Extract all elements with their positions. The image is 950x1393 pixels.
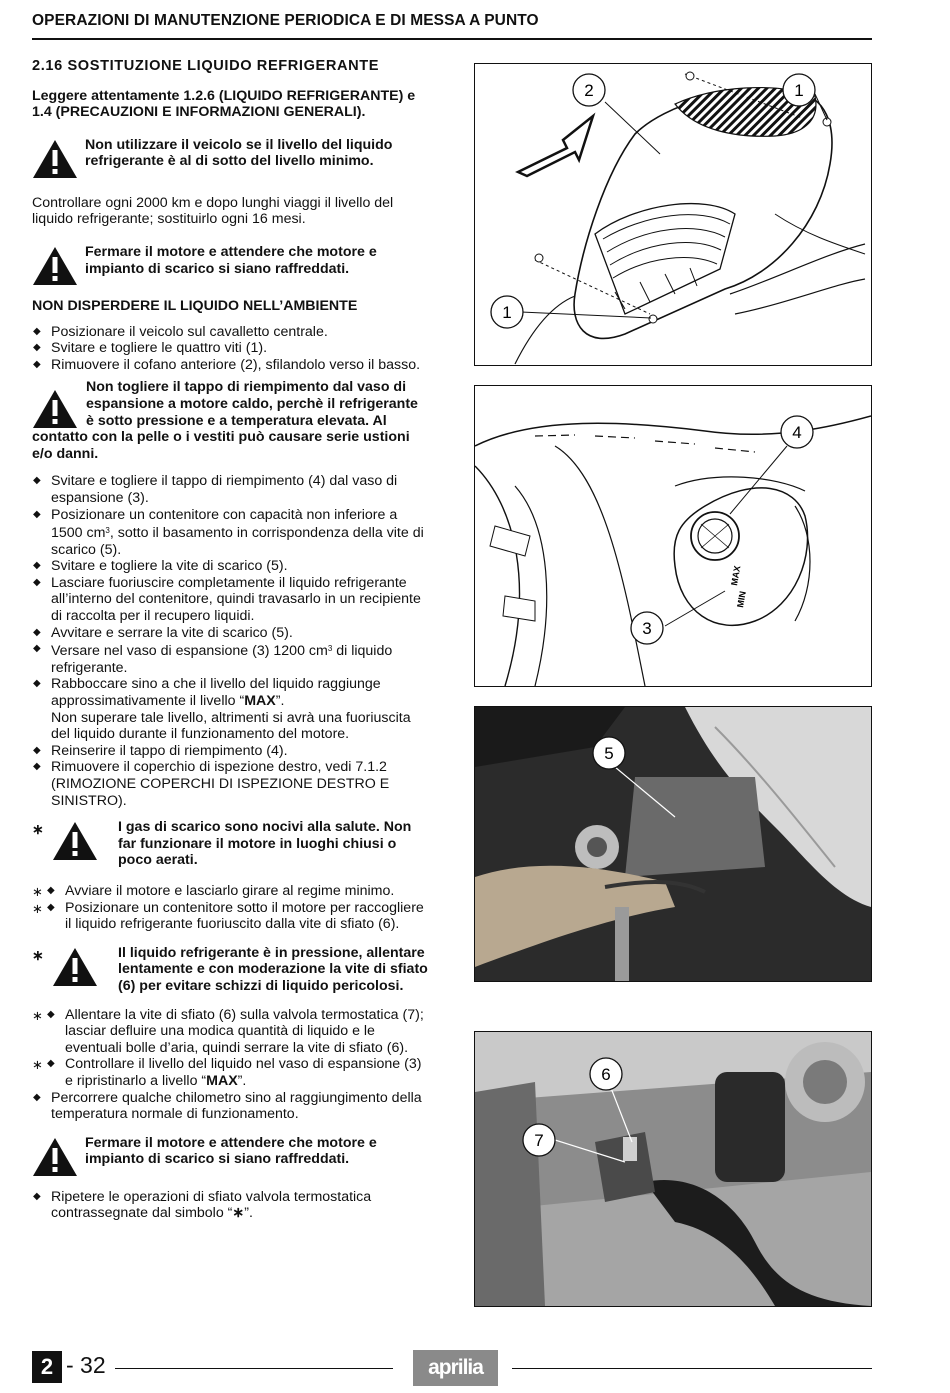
bullet-icon: ◆ [33, 626, 41, 638]
bullet-icon: ◆ [33, 358, 41, 370]
min-mark: MIN [735, 590, 748, 609]
warning-text: Fermare il motore e attendere che motore e impianto di scarico si siano raffreddati. [85, 1134, 377, 1168]
bullet-icon: ◆ [33, 342, 41, 354]
bullet-icon: ◆ [33, 643, 41, 655]
footer-divider [512, 1368, 872, 1369]
intro-paragraph: Leggere attentamente 1.2.6 (LIQUIDO REFRIGERANTE) e 1.4 (PRECAUZIONI E INFORMAZIONI GENERALI). [32, 87, 416, 121]
warning-icon [32, 389, 78, 429]
chapter-number: 2 [32, 1351, 62, 1383]
callout-label: 4 [792, 423, 802, 442]
bullet-icon: ◆ [33, 475, 41, 487]
callout-label: 1 [794, 81, 804, 100]
warning-block-3 [32, 379, 428, 462]
warning-block-1 [32, 137, 428, 181]
list-item: ◆ Avvitare e serrare la vite di scarico (5). [33, 624, 293, 641]
star-marker: ∗ [32, 883, 43, 899]
expansion-tank-drawing [475, 386, 871, 686]
callout-label: 6 [601, 1065, 611, 1084]
bullet-icon: ◆ [47, 1058, 55, 1070]
warning-text: Il liquido refrigerante è in pressione, allentare lentamente e con moderazione la vite di sfiato (6) per evitare schizzi di liquido pericolosi. [118, 944, 428, 994]
list-item: ◆ Reinserire il tappo di riempimento (4). [33, 742, 288, 759]
drain-screw-photo [475, 707, 871, 981]
warning-icon [52, 821, 98, 861]
footer-divider [115, 1368, 393, 1369]
steps-list-4 [32, 1007, 428, 1123]
figure-front-cover [474, 63, 872, 366]
bullet-icon: ◆ [47, 1008, 55, 1020]
warning-icon [32, 246, 78, 286]
star-marker: ∗ [32, 1007, 43, 1023]
bullet-icon: ◆ [33, 678, 41, 690]
list-item: ∗ ◆ Posizionare un contenitore sotto il motore per raccogliere il liquido refrigerante fuoriuscito dalla vite di sfiato (6). [32, 899, 424, 933]
warning-text: I gas di scarico sono nocivi alla salute. Non far funzionare il motore in luoghi chiusi o poco aerati. [118, 819, 412, 869]
warning-block-4 [32, 819, 428, 869]
star-marker: ∗ [32, 1057, 43, 1073]
header-title: OPERAZIONI DI MANUTENZIONE PERIODICA E DI MESSA A PUNTO [32, 12, 539, 29]
figure-expansion-tank [474, 385, 872, 687]
page-number: - 32 [66, 1352, 106, 1378]
warning-block-2 [32, 244, 428, 288]
star-marker: ∗ [32, 900, 43, 916]
list-item: ◆ Percorrere qualche chilometro sino al raggiungimento della temperatura normale di funzionamento. [33, 1089, 422, 1123]
list-item: ∗ ◆ Avviare il motore e lasciarlo girare al regime minimo. [32, 882, 395, 899]
steps-list-1 [32, 324, 428, 374]
max-mark: MAX [729, 564, 743, 587]
text-column [32, 58, 428, 1236]
list-item: ◆ Rimuovere il coperchio di ispezione destro, vedi 7.1.2 (RIMOZIONE COPERCHI DI ISPEZIONE DESTRO E SINISTRO). [33, 759, 390, 809]
bullet-icon: ◆ [47, 884, 55, 896]
warning-icon [52, 947, 98, 987]
bullet-icon: ◆ [33, 325, 41, 337]
warning-icon [32, 139, 78, 179]
bullet-icon: ◆ [33, 508, 41, 520]
star-marker: ∗ [32, 946, 44, 963]
list-item: ∗ ◆ Allentare la vite di sfiato (6) sulla valvola termostatica (7); lasciar defluire una modica quantità di liquido e le eventuali bolle d’aria, quindi serrare la vite di sfiato (6). [32, 1006, 424, 1056]
steps-list-5 [32, 1189, 428, 1222]
list-item: ∗ ◆ Controllare il livello del liquido nel vaso di espansione (3) e ripristinarlo a livello “MAX”. [32, 1056, 422, 1089]
callout-label: 1 [502, 303, 512, 322]
callout-label: 5 [604, 744, 614, 763]
aprilia-logo: aprilia [413, 1350, 498, 1386]
list-item: ◆ Posizionare un contenitore con capacità non inferiore a 1500 $cm^3$, sotto il basamento in corrispondenza della vite di scarico (5). [33, 506, 424, 558]
list-item: ◆ Rabboccare sino a che il livello del liquido raggiunge approssimativamente il livello “MAX”. Non superare tale livello, altrimenti si avrà una fuoriuscita del liquido durante il funzionamento del motore. [33, 676, 411, 743]
thermostatic-valve-photo [475, 1032, 871, 1306]
list-item: ◆ Versare nel vaso di espansione (3) 1200 $cm^3$ di liquido refrigerante. [33, 643, 393, 676]
bullet-icon: ◆ [33, 576, 41, 588]
bullet-icon: ◆ [33, 744, 41, 756]
bullet-icon: ◆ [33, 1190, 41, 1202]
list-item: ◆ Svitare e togliere il tappo di riempimento (4) dal vaso di espansione (3). [33, 473, 398, 506]
list-item: ◆ Svitare e togliere le quattro viti (1). [33, 340, 268, 357]
warning-block-5 [32, 945, 428, 995]
section-title: 2.16 SOSTITUZIONE LIQUIDO REFRIGERANTE [32, 58, 380, 74]
warning-icon [32, 1137, 78, 1177]
steps-list-3 [32, 883, 428, 933]
bullet-icon: ◆ [33, 1091, 41, 1103]
environment-notice: NON DISPERDERE IL LIQUIDO NELL’AMBIENTE [32, 297, 358, 314]
figure-drain-screw-photo [474, 706, 872, 982]
check-paragraph: Controllare ogni 2000 km e dopo lunghi viaggi il livello del liquido refrigerante; sostituirlo ogni 16 mesi. [32, 194, 394, 228]
warning-text: Non togliere il tappo di riempimento dal vaso di espansione a motore caldo, perchè il refrigerante è sotto pressione e a temperatura elevata. Al contatto con la pelle o i vestiti può causare serie ustioni e/o danni. [32, 379, 418, 462]
page-header [32, 10, 872, 40]
callout-label: 7 [534, 1131, 544, 1150]
list-item: ◆ Posizionare il veicolo sul cavalletto centrale. [33, 323, 328, 340]
list-item: ◆ Ripetere le operazioni di sfiato valvola termostatica contrassegnate dal simbolo “∗”. [33, 1188, 372, 1222]
bullet-icon: ◆ [33, 560, 41, 572]
list-item: ◆ Lasciare fuoriuscire completamente il liquido refrigerante all’interno del contenitore, quindi travasarlo in un recipiente di raccolta per il recupero liquidi. [33, 574, 421, 625]
front-cover-drawing [475, 64, 871, 365]
warning-text: Fermare il motore e attendere che motore e impianto di scarico si siano raffreddati. [85, 243, 377, 277]
warning-block-6 [32, 1135, 428, 1179]
list-item: ◆ Svitare e togliere la vite di scarico (5). [33, 558, 288, 575]
warning-text: Non utilizzare il veicolo se il livello del liquido refrigerante è al di sotto del livello minimo. [85, 136, 393, 170]
bullet-icon: ◆ [33, 761, 41, 773]
figure-thermostatic-valve-photo [474, 1031, 872, 1307]
callout-label: 2 [584, 81, 594, 100]
star-marker: ∗ [32, 821, 44, 838]
bullet-icon: ◆ [47, 901, 55, 913]
callout-label: 3 [642, 619, 652, 638]
steps-list-2 [32, 473, 428, 809]
list-item: ◆ Rimuovere il cofano anteriore (2), sfilandolo verso il basso. [33, 356, 421, 373]
